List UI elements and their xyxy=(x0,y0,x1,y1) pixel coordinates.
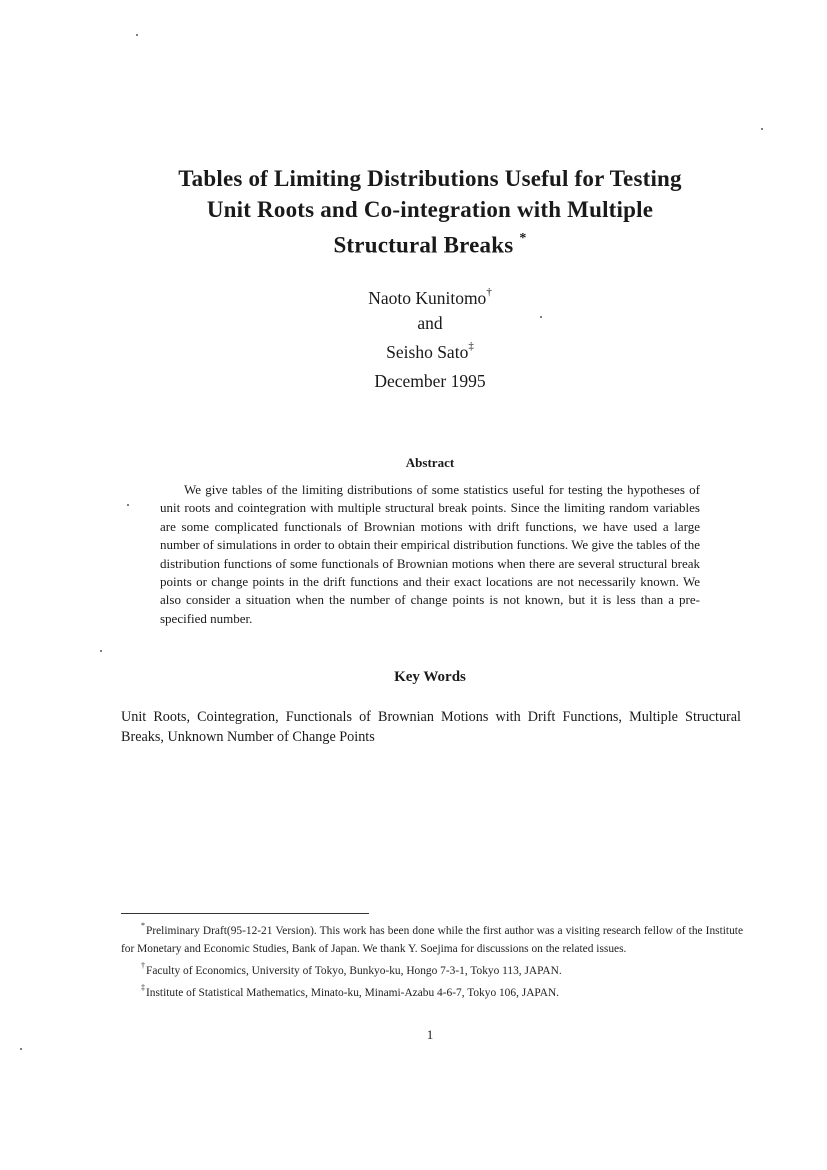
footnote-1 xyxy=(121,918,743,958)
author-2-name: Seisho Sato xyxy=(386,341,469,362)
footnote-1-text: Preliminary Draft(95-12-21 Version). This work has been done while the first author was a visiting research fellow of the Institute for Monetary and Economic Studies, Bank of Japan. We thank Y. Soejima for discussions on the related issues. xyxy=(121,924,743,955)
title-line-3 xyxy=(100,225,760,261)
key-words-body: Unit Roots, Cointegration, Functionals of Brownian Motions with Drift Functions, Multiple Structural Breaks, Unknown Number of Change Points xyxy=(121,709,741,745)
scan-speck xyxy=(540,316,542,318)
footnote-3-text: Institute of Statistical Mathematics, Minato-ku, Minami-Azabu 4-6-7, Tokyo 106, JAPAN. xyxy=(146,986,560,999)
scan-speck xyxy=(761,128,763,130)
author-1 xyxy=(240,282,620,311)
author-1-name: Naoto Kunitomo xyxy=(368,287,487,308)
footnote-3-marker: ‡ xyxy=(141,982,145,992)
title-line-2: Unit Roots and Co-integration with Multiple xyxy=(206,197,654,222)
title-line-3-text: Structural Breaks xyxy=(333,232,514,258)
author-1-marker: † xyxy=(486,286,492,298)
footnote-2 xyxy=(121,958,743,980)
scan-speck xyxy=(20,1048,22,1050)
scan-speck xyxy=(127,504,129,506)
footnote-2-text: Faculty of Economics, University of Tokyo, Bunkyo-ku, Hongo 7-3-1, Tokyo 113, JAPAN. xyxy=(146,964,562,977)
scan-speck xyxy=(100,650,102,652)
title-footnote-marker: * xyxy=(519,231,527,246)
author-2 xyxy=(240,336,620,365)
footnote-rule xyxy=(121,913,369,914)
scan-speck xyxy=(136,34,138,36)
author-2-marker: ‡ xyxy=(468,339,474,352)
abstract-heading: Abstract xyxy=(405,455,455,470)
paper-title xyxy=(100,163,760,261)
footnotes xyxy=(121,918,743,1001)
page-number: 1 xyxy=(426,1027,434,1042)
footnote-1-marker: * xyxy=(141,921,145,930)
author-conjunction: and xyxy=(417,312,443,333)
footnote-2-marker: † xyxy=(141,960,145,970)
key-words-heading: Key Words xyxy=(394,669,466,685)
paper-date: December 1995 xyxy=(374,371,486,391)
title-line-1: Tables of Limiting Distributions Useful for Testing xyxy=(178,166,682,191)
author-block xyxy=(240,282,620,365)
abstract-body: We give tables of the limiting distributions of some statistics useful for testing the hypotheses of unit roots and cointegration with multiple structural break points. Since the limiting random variables are some complicated functionals of Brownian motions with drift functions, we have used a large number of simulations in order to obtain their empirical distribution functions. We give the tables of the distribution functions of some functionals of Brownian motions when there are several structural break points or change points in the drift functions and their exact locations are not necessarily known. We also consider a situation when the number of change points is not known, but it is less than a pre-specified number. xyxy=(160,482,700,626)
footnote-3 xyxy=(121,980,743,1002)
